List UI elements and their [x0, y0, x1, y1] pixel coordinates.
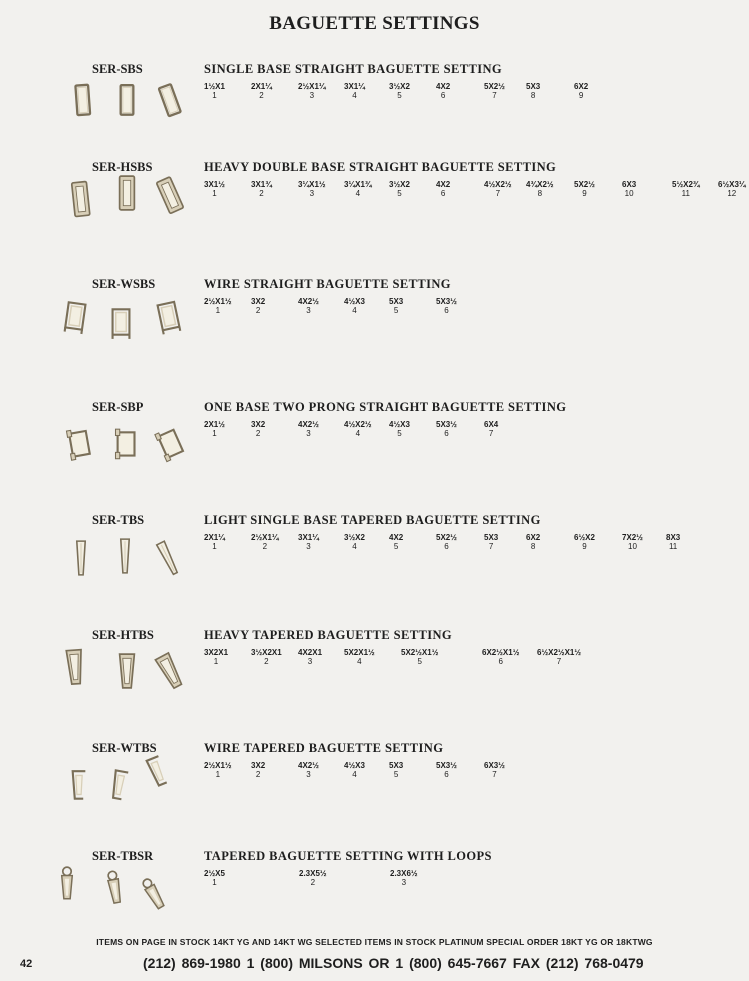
size-dimensions: 6X2 [574, 82, 589, 91]
size-number: 9 [582, 542, 587, 551]
size-number: 3 [306, 542, 311, 551]
size-dimensions: 5X3 [389, 761, 404, 770]
size-dimensions: 7X2½ [622, 533, 643, 542]
section-ser-sbp [0, 400, 749, 510]
wire-setting-icon [110, 303, 132, 346]
size-entry [718, 180, 746, 198]
product-code: SER-WTBS [92, 741, 157, 755]
size-entry [389, 533, 403, 551]
size-entry [436, 180, 450, 198]
product-heading: SINGLE BASE STRAIGHT BAGUETTE SETTING [204, 62, 503, 76]
size-number: 12 [727, 189, 737, 198]
size-entry [484, 533, 498, 551]
size-dimensions: 5X2½ [436, 533, 457, 542]
size-list [204, 297, 749, 321]
size-dimensions: 6X2 [526, 533, 541, 542]
size-entry [389, 297, 403, 315]
product-code: SER-TBS [92, 513, 145, 527]
size-entry [204, 82, 225, 100]
setting-photos [62, 869, 192, 933]
size-entry [344, 180, 372, 198]
size-number: 1 [212, 91, 217, 100]
size-entry [436, 297, 457, 315]
section-ser-wtbs [0, 741, 749, 851]
size-number: 8 [537, 189, 543, 198]
size-dimensions: 3X1¼ [344, 82, 365, 91]
size-entry [436, 82, 450, 100]
size-entry [526, 82, 540, 100]
size-entry [666, 533, 680, 551]
size-entry [526, 180, 554, 198]
size-dimensions: 5½X2¾ [672, 180, 700, 189]
size-list [204, 761, 749, 785]
size-dimensions: 2X1¼ [204, 533, 225, 542]
size-number: 7 [495, 189, 501, 198]
size-dimensions: 4½X3 [389, 420, 410, 429]
size-dimensions: 6X3 [622, 180, 637, 189]
size-dimensions: 4½X2½ [484, 180, 512, 189]
size-entry [204, 761, 232, 779]
size-list [204, 82, 749, 106]
size-dimensions: 3X1½ [204, 180, 225, 189]
size-number: 3 [309, 91, 315, 100]
size-dimensions: 5X3½ [436, 297, 457, 306]
size-number: 2 [255, 306, 261, 315]
size-number: 9 [578, 91, 584, 100]
prong-setting-icon [114, 426, 136, 469]
setting-photos [62, 180, 192, 244]
size-entry [298, 297, 319, 315]
size-dimensions: 6X3½ [484, 761, 505, 770]
heavy-tapered-setting-icon [116, 652, 138, 695]
size-dimensions: 4X2½ [298, 761, 319, 770]
size-number: 4 [355, 189, 361, 198]
size-number: 3 [306, 429, 311, 438]
size-entry [484, 761, 505, 779]
size-entry [298, 761, 319, 779]
prong-setting-icon [64, 424, 93, 470]
size-entry [537, 648, 581, 666]
size-dimensions: 3X1¼ [298, 533, 319, 542]
size-dimensions: 3½X2X1 [251, 648, 282, 657]
size-entry [204, 533, 225, 551]
size-dimensions: 3X2X1 [204, 648, 229, 657]
size-number: 8 [530, 542, 536, 551]
size-number: 4 [355, 429, 361, 438]
size-entry [484, 180, 512, 198]
setting-photos [62, 648, 192, 712]
size-dimensions: 5X2½ [484, 82, 505, 91]
size-number: 2 [259, 189, 264, 198]
size-entry [389, 180, 410, 198]
product-code: SER-SBS [92, 62, 143, 76]
wire-setting-icon [154, 295, 184, 342]
size-entry [251, 82, 272, 100]
size-entry [298, 648, 322, 666]
size-entry [298, 420, 319, 438]
size-number: 2 [255, 770, 261, 779]
size-number: 2 [310, 878, 316, 887]
size-number: 6 [444, 306, 449, 315]
product-heading: TAPERED BAGUETTE SETTING WITH LOOPS [204, 849, 492, 863]
size-entry [622, 180, 636, 198]
size-dimensions: 3½X2 [389, 180, 410, 189]
size-dimensions: 6X2½X1½ [482, 648, 520, 657]
size-number: 8 [530, 91, 536, 100]
section-ser-sbs [0, 62, 749, 172]
size-entry [622, 533, 643, 551]
product-heading: WIRE STRAIGHT BAGUETTE SETTING [204, 277, 451, 291]
size-dimensions: 6½X2 [574, 533, 595, 542]
size-number: 7 [556, 657, 562, 666]
size-dimensions: 2½X1¼ [251, 533, 279, 542]
size-entry [204, 297, 232, 315]
product-code: SER-HSBS [92, 160, 153, 174]
tapered-setting-icon [150, 536, 189, 584]
size-list [204, 648, 749, 672]
size-dimensions: 2X1¼ [251, 82, 272, 91]
setting-photos [62, 533, 192, 597]
size-entry [344, 533, 365, 551]
wire-tapered-setting-icon [141, 750, 178, 798]
heavy-setting-icon [116, 174, 138, 217]
tapered-setting-icon [70, 539, 92, 582]
size-dimensions: 4X2 [436, 82, 451, 91]
size-number: 3 [306, 306, 311, 315]
size-entry [204, 420, 225, 438]
size-dimensions: 5X2½ [574, 180, 595, 189]
product-heading: ONE BASE TWO PRONG STRAIGHT BAGUETTE SETTING [204, 400, 567, 414]
size-dimensions: 4½X2½ [344, 420, 372, 429]
size-number: 7 [492, 770, 497, 779]
size-entry [344, 82, 365, 100]
size-dimensions: 1½X1 [204, 82, 225, 91]
size-dimensions: 3¼X1½ [298, 180, 326, 189]
size-number: 10 [628, 542, 637, 551]
size-number: 3 [307, 657, 313, 666]
size-number: 10 [624, 189, 634, 198]
size-dimensions: 2½X1½ [204, 297, 232, 306]
heavy-tapered-setting-icon [63, 647, 88, 691]
size-dimensions: 4X2 [436, 180, 451, 189]
size-dimensions: 4½X3 [344, 297, 365, 306]
size-entry [436, 533, 457, 551]
size-number: 11 [668, 542, 678, 551]
size-dimensions: 3½X2 [389, 82, 410, 91]
size-entry [299, 869, 327, 887]
size-entry [526, 533, 540, 551]
size-number: 2 [259, 91, 264, 100]
size-number: 6 [498, 657, 503, 666]
product-code: SER-SBP [92, 400, 144, 414]
size-dimensions: 5X2X1½ [344, 648, 375, 657]
size-entry [298, 533, 319, 551]
wire-setting-icon [61, 296, 89, 342]
size-dimensions: 2.3X6½ [390, 869, 418, 878]
bracket-setting-icon [71, 81, 96, 125]
size-dimensions: 3X2 [251, 761, 266, 770]
section-ser-hsbs [0, 160, 749, 270]
size-number: 6 [444, 429, 449, 438]
size-entry [344, 648, 375, 666]
page-number: 42 [20, 958, 33, 970]
size-number: 3 [309, 189, 315, 198]
product-code: SER-TBSR [92, 849, 154, 863]
loop-setting-icon [56, 865, 78, 908]
size-entry [401, 648, 438, 666]
size-number: 7 [488, 542, 494, 551]
loop-setting-icon [135, 872, 176, 920]
product-heading: LIGHT SINGLE BASE TAPERED BAGUETTE SETTING [204, 513, 541, 527]
size-dimensions: 3X2 [251, 297, 266, 306]
size-dimensions: 3¼X1¾ [344, 180, 372, 189]
size-dimensions: 6X4 [484, 420, 499, 429]
size-number: 4 [352, 770, 357, 779]
prong-setting-icon [152, 423, 190, 471]
product-heading: WIRE TAPERED BAGUETTE SETTING [204, 741, 444, 755]
size-entry [251, 420, 265, 438]
tapered-setting-icon [114, 537, 136, 580]
size-entry [436, 420, 457, 438]
size-number: 1 [212, 189, 217, 198]
size-dimensions: 4X2 [389, 533, 404, 542]
size-entry [204, 869, 225, 887]
size-dimensions: 4X2½ [298, 297, 319, 306]
size-number: 6 [440, 189, 446, 198]
size-number: 3 [401, 878, 407, 887]
size-entry [389, 761, 403, 779]
section-ser-htbs [0, 628, 749, 738]
size-number: 6 [440, 91, 446, 100]
size-entry [344, 420, 372, 438]
size-number: 3 [306, 770, 311, 779]
size-dimensions: 4½X3 [344, 761, 365, 770]
size-entry [251, 533, 279, 551]
size-dimensions: 6½X2½X1½ [537, 648, 582, 657]
size-dimensions: 5X3 [526, 82, 541, 91]
size-number: 2 [262, 542, 268, 551]
size-dimensions: 2.3X5½ [299, 869, 327, 878]
size-dimensions: 2½X5 [204, 869, 225, 878]
size-dimensions: 5X3 [484, 533, 499, 542]
size-dimensions: 3½X2 [344, 533, 365, 542]
wire-tapered-setting-icon [68, 767, 90, 810]
size-dimensions: 4X2X1 [298, 648, 323, 657]
product-heading: HEAVY DOUBLE BASE STRAIGHT BAGUETTE SETTING [204, 160, 557, 174]
size-entry [204, 648, 228, 666]
heavy-setting-icon [68, 179, 94, 224]
size-list [204, 180, 749, 204]
product-code: SER-WSBS [92, 277, 156, 291]
size-number: 5 [393, 770, 399, 779]
size-dimensions: 5X3 [389, 297, 404, 306]
loop-setting-icon [100, 867, 129, 913]
size-dimensions: 4¾X2½ [526, 180, 554, 189]
size-entry [436, 761, 457, 779]
size-entry [484, 82, 505, 100]
size-dimensions: 5X2½X1½ [401, 648, 439, 657]
size-number: 1 [215, 770, 221, 779]
size-number: 1 [212, 542, 217, 551]
size-entry [344, 761, 365, 779]
section-ser-wsbs [0, 277, 749, 387]
size-number: 5 [397, 91, 402, 100]
page-title: BAGUETTE SETTINGS [269, 13, 480, 34]
size-dimensions: 2X1½ [204, 420, 225, 429]
heavy-tapered-setting-icon [151, 649, 191, 697]
size-number: 1 [212, 429, 217, 438]
size-number: 4 [352, 306, 357, 315]
size-dimensions: 2½X1½ [204, 761, 232, 770]
setting-photos [62, 761, 192, 825]
stock-note: ITEMS ON PAGE IN STOCK 14KT YG AND 14KT WG SELECTED ITEMS IN STOCK PLATINUM SPECIAL ORDER 18KT YG OR 18KTWG [96, 937, 653, 947]
size-number: 2 [255, 429, 261, 438]
size-entry [251, 180, 272, 198]
bracket-setting-icon [153, 80, 188, 128]
size-entry [251, 648, 282, 666]
size-number: 5 [417, 657, 422, 666]
size-entry [298, 180, 326, 198]
size-number: 4 [352, 542, 357, 551]
size-dimensions: 5X3½ [436, 761, 457, 770]
size-entry [251, 297, 265, 315]
size-number: 4 [357, 657, 362, 666]
size-number: 5 [393, 306, 399, 315]
size-number: 11 [681, 189, 690, 198]
size-entry [298, 82, 326, 100]
wire-tapered-setting-icon [104, 765, 133, 811]
section-ser-tbs [0, 513, 749, 623]
size-entry [672, 180, 700, 198]
product-code: SER-HTBS [92, 628, 154, 642]
setting-photos [62, 297, 192, 361]
size-list [204, 420, 749, 444]
size-dimensions: 6½X3¼ [718, 180, 746, 189]
bracket-setting-icon [116, 82, 138, 125]
size-number: 5 [397, 429, 402, 438]
size-dimensions: 4X2½ [298, 420, 319, 429]
heavy-setting-icon [152, 173, 190, 221]
size-dimensions: 3X2 [251, 420, 266, 429]
size-entry [574, 533, 595, 551]
size-dimensions: 3X1¾ [251, 180, 272, 189]
size-dimensions: 5X3½ [436, 420, 457, 429]
size-number: 2 [264, 657, 269, 666]
size-dimensions: 8X3 [666, 533, 681, 542]
size-entry [251, 761, 265, 779]
size-list [204, 869, 749, 893]
size-number: 9 [582, 189, 587, 198]
contact-line: (212) 869-1980 1 (800) MILSONS OR 1 (800) 645-7667 FAX (212) 768-0479 [143, 955, 644, 971]
size-dimensions: 2½X1¼ [298, 82, 326, 91]
size-number: 5 [393, 542, 399, 551]
size-number: 7 [488, 429, 494, 438]
product-heading: HEAVY TAPERED BAGUETTE SETTING [204, 628, 453, 642]
size-number: 1 [212, 878, 217, 887]
size-entry [389, 82, 410, 100]
size-entry [482, 648, 519, 666]
size-entry [574, 82, 588, 100]
setting-photos [62, 420, 192, 484]
size-number: 4 [352, 91, 357, 100]
size-entry [484, 420, 498, 438]
size-number: 1 [215, 306, 221, 315]
size-number: 6 [444, 770, 449, 779]
size-entry [574, 180, 595, 198]
size-list [204, 533, 749, 557]
size-entry [344, 297, 365, 315]
size-number: 7 [492, 91, 497, 100]
size-number: 5 [397, 189, 402, 198]
size-entry [204, 180, 225, 198]
setting-photos [62, 82, 192, 146]
size-entry [389, 420, 410, 438]
size-number: 1 [213, 657, 219, 666]
size-number: 6 [444, 542, 449, 551]
size-entry [390, 869, 418, 887]
